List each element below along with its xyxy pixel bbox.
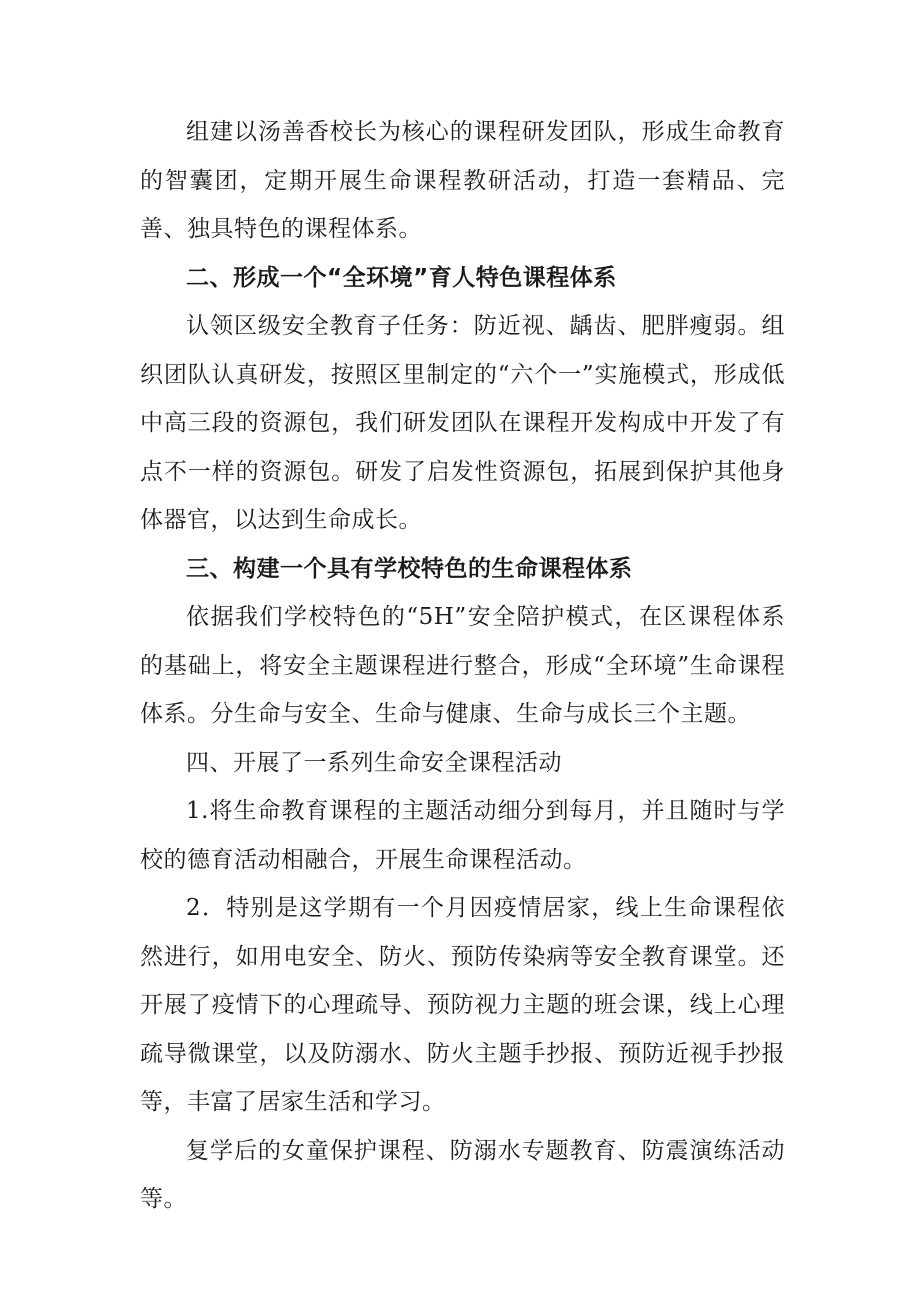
paragraph-item-1: 1.将生命教育课程的主题活动细分到每月，并且随时与学校的德育活动相融合，开展生命课程活动。 — [140, 798, 785, 873]
document-page — [140, 108, 785, 1224]
heading-section-3: 三、构建一个具有学校特色的生命课程体系 — [186, 555, 633, 582]
paragraph-after-school: 复学后的女童保护课程、防溺水专题教育、防震演练活动等。 — [140, 1137, 785, 1212]
heading-section-4: 四、开展了一系列生命安全课程活动 — [186, 749, 562, 776]
paragraph-resource-packs: 认领区级安全教育子任务：防近视、龋齿、肥胖瘦弱。组织团队认真研发，按照区里制定的“六个一”实施模式，形成低中高三段的资源包，我们研发团队在课程开发构成中开发了有点不一样的资源包。研发了启发性资源包，拓展到保护其他身体器官，以达到生命成长。 — [140, 313, 785, 533]
paragraph-team: 组建以汤善香校长为核心的课程研发团队，形成生命教育的智囊团，定期开展生命课程教研活动，打造一套精品、完善、独具特色的课程体系。 — [140, 119, 785, 242]
paragraph-5h-model: 依据我们学校特色的“5H”安全陪护模式，在区课程体系的基础上，将安全主题课程进行整合，形成“全环境”生命课程体系。分生命与安全、生命与健康、生命与成长三个主题。 — [140, 604, 785, 727]
heading-section-2: 二、形成一个“全环境”育人特色课程体系 — [186, 264, 617, 291]
paragraph-item-2: 2．特别是这学期有一个月因疫情居家，线上生命课程依然进行，如用电安全、防火、预防传染病等安全教育课堂。还开展了疫情下的心理疏导、预防视力主题的班会课，线上心理疏导微课堂，以及防溺水、防火主题手抄报、预防近视手抄报等，丰富了居家生活和学习。 — [140, 895, 785, 1115]
